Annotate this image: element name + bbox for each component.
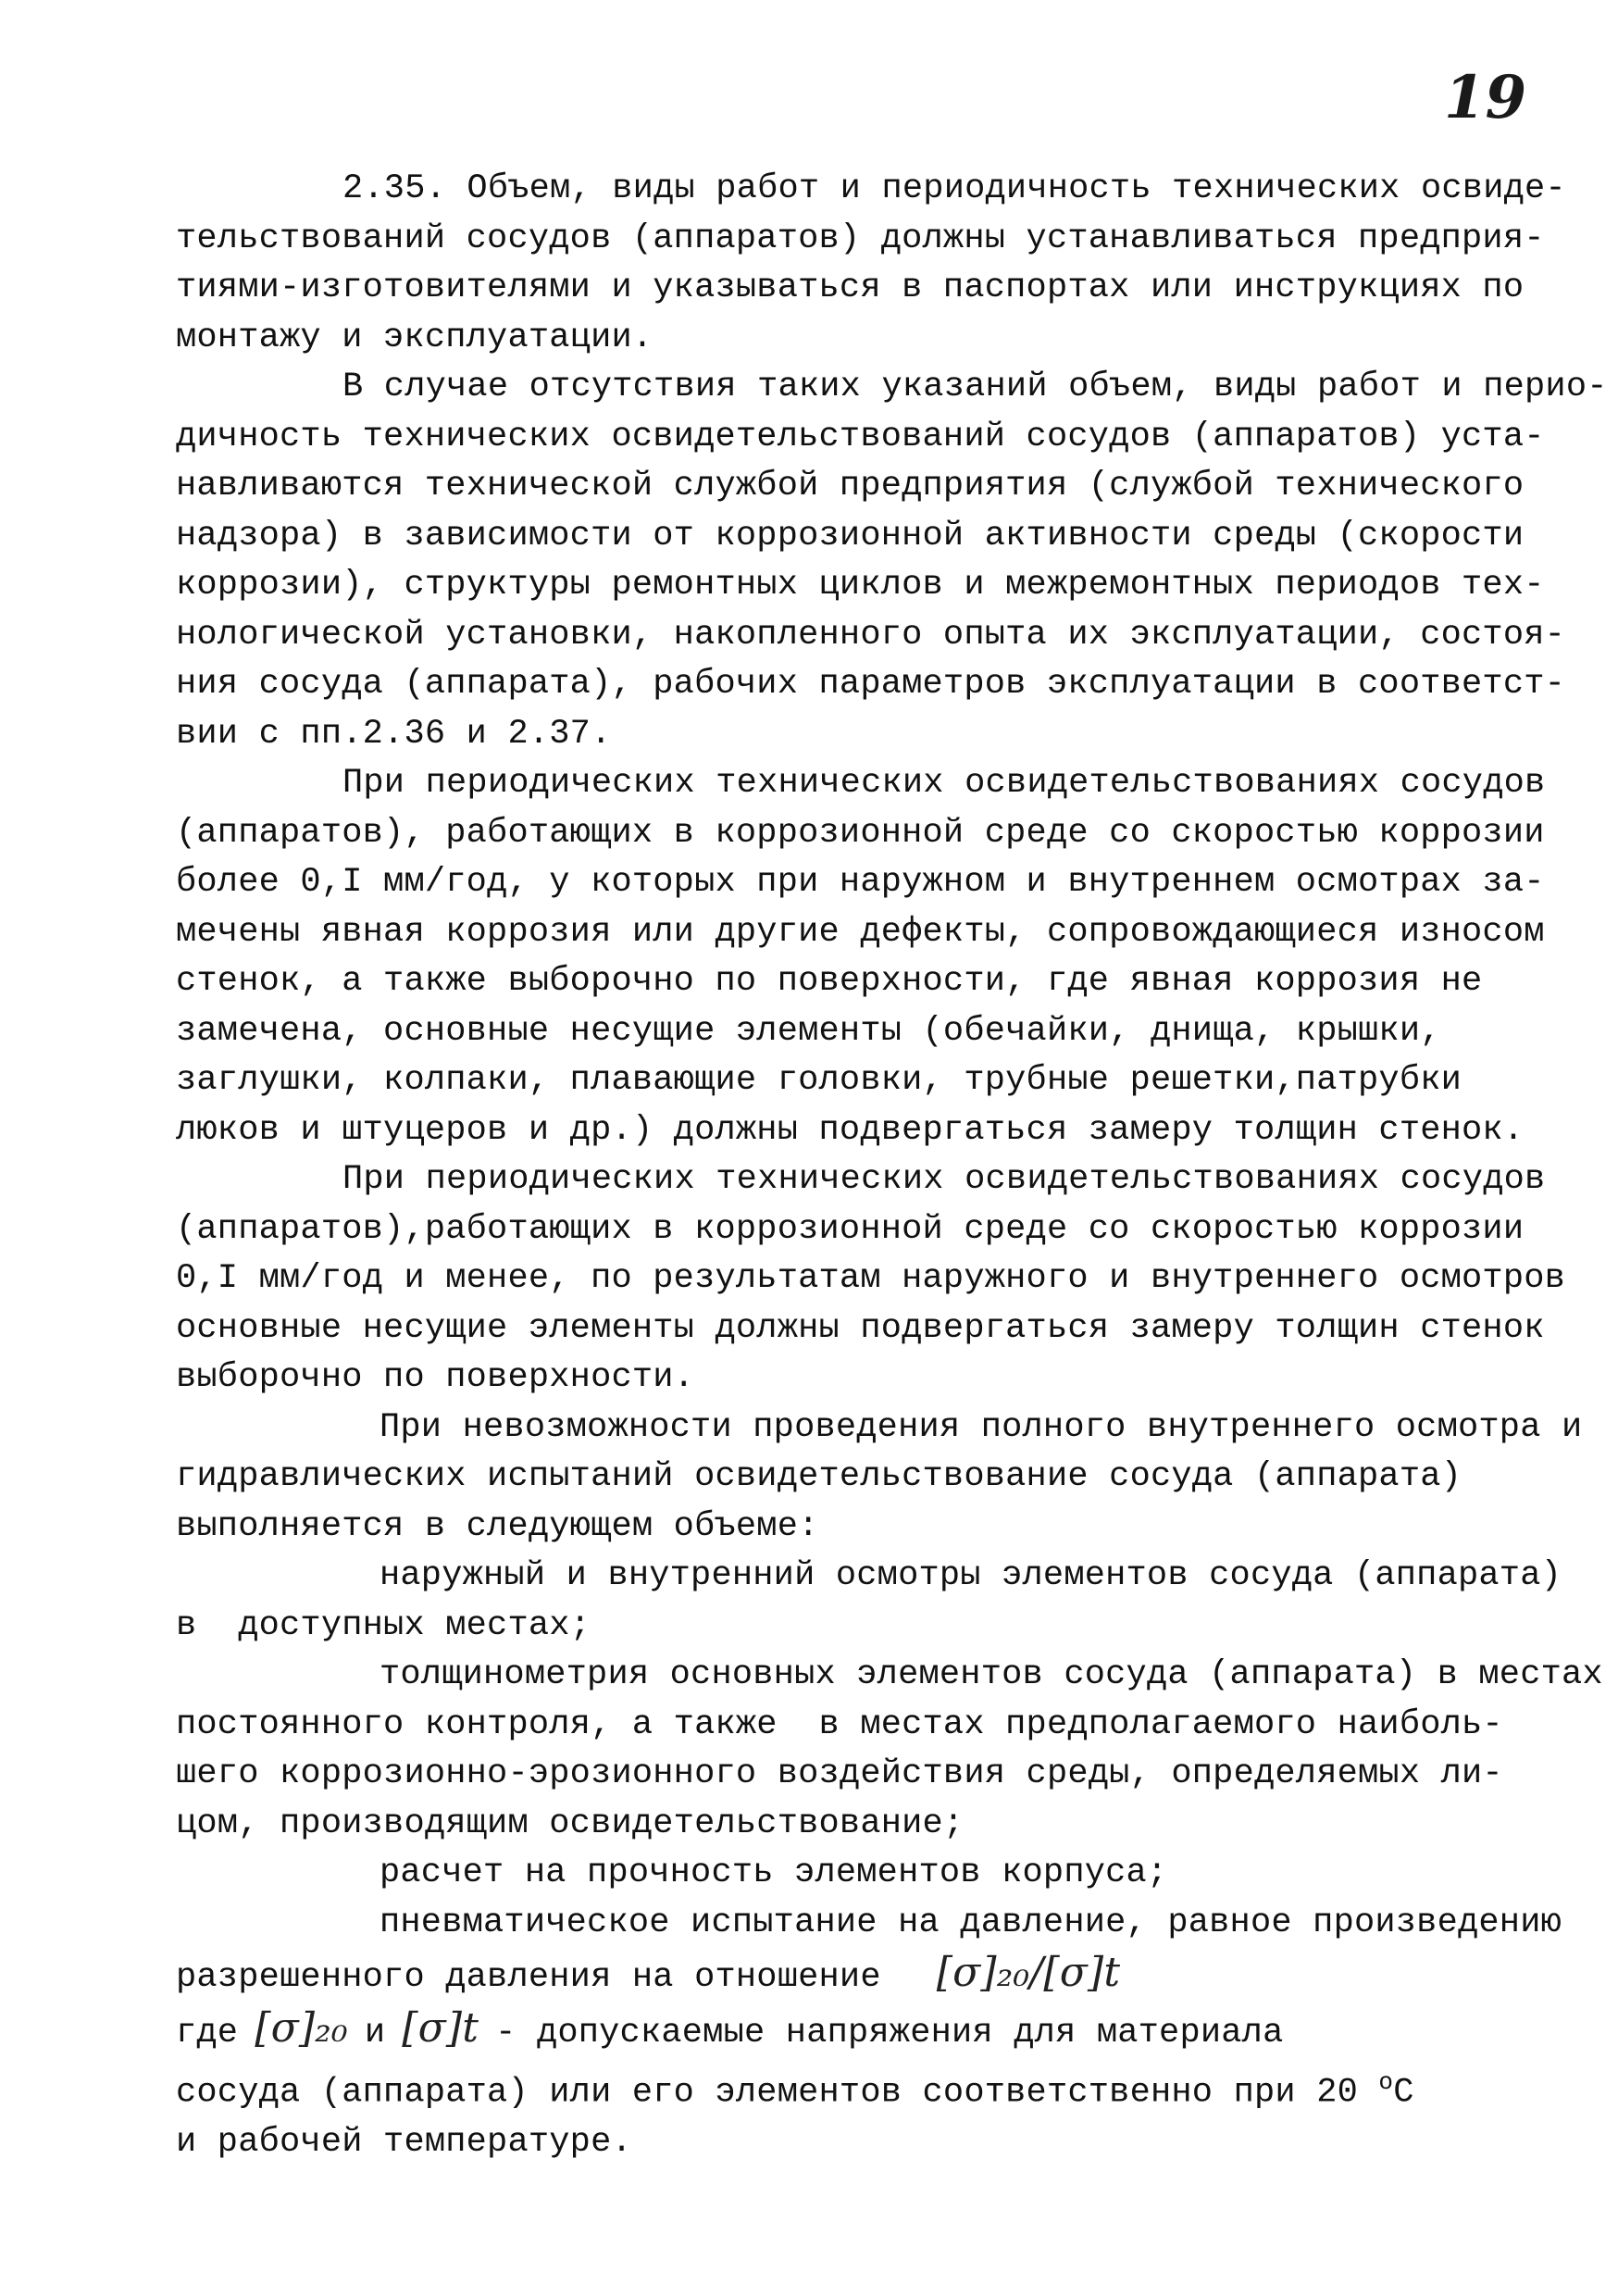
list-item-strength: [176, 1849, 1527, 1899]
text-line: основные несущие элементы должны подвергаться замеру толщин стенок: [176, 1308, 1545, 1348]
text-line: расчет на прочность элементов корпуса;: [380, 1853, 1168, 1892]
list-item-thickness: [176, 1651, 1603, 1849]
text-line: тельствований сосудов (аппаратов) должны устанавливаться предприя-: [176, 218, 1545, 258]
text-line: вии с пп.2.36 и 2.37.: [176, 714, 612, 754]
text-line: выполняется в следующем объеме:: [176, 1506, 819, 1546]
text-line: коррозии), структуры ремонтных циклов и межремонтных периодов тех-: [176, 566, 1545, 605]
degree-unit: С: [1393, 2073, 1414, 2113]
text-line: более 0,I мм/год, у которых при наружном и внутреннем осмотрах за-: [176, 863, 1545, 902]
paragraph-absence-of-instructions: [176, 363, 1608, 759]
text-line: В случае отсутствия таких указаний объем, виды работ и перио-: [342, 368, 1608, 406]
text-line: навливаются технической службой предприятия (службой технического: [176, 467, 1525, 505]
stress-symbol-20: [σ]₂₀: [255, 2003, 348, 2052]
text-line: [176, 1948, 1527, 2003]
text-line: При периодических технических освидетельствованиях сосудов: [342, 1160, 1546, 1199]
text-line: цом, производящим освидетельствование;: [176, 1803, 965, 1843]
text-line: монтажу и эксплуатации.: [176, 318, 653, 357]
where-prefix: где: [176, 2013, 239, 2053]
text-line: [176, 2058, 1527, 2118]
text-line: [176, 2003, 1527, 2059]
list-item-pneumatic: [176, 1899, 1562, 2003]
text-line: пневматическое испытание на давление, равное произведению: [380, 1903, 1562, 1942]
stress-ratio-formula: [σ]₂₀/[σ]t: [936, 1949, 1121, 1996]
document-body: [176, 165, 1608, 2167]
paragraph-2-35: [176, 165, 1566, 363]
degree-sign: o: [1378, 2068, 1394, 2096]
text-line: постоянного контроля, а также в местах предполагаемого наиболь-: [176, 1704, 1503, 1744]
text-line: и рабочей температуре.: [176, 2122, 632, 2162]
text-line: При периодических технических освидетельствованиях сосудов: [342, 764, 1546, 803]
text-line: При невозможности проведения полного внутреннего осмотра и: [380, 1407, 1583, 1447]
text-line: люков и штуцеров и др.) должны подвергаться замеру толщин стенок.: [176, 1110, 1525, 1150]
text-line: мечены явная коррозия или другие дефекты, сопровождающиеся износом: [176, 912, 1545, 952]
paragraph-corrosion-below: [176, 1155, 1566, 1404]
text-line: стенок, а также выборочно по поверхности, где явная коррозия не: [176, 962, 1483, 1001]
list-item-inspections: [176, 1552, 1562, 1651]
text-line: 2.35. Объем, виды работ и периодичность технических освиде-: [342, 169, 1566, 208]
where-tail: - допускаемые напряжения для материала: [495, 2013, 1284, 2053]
text-line: в доступных местах;: [176, 1605, 591, 1645]
text-line: гидравлических испытаний освидетельствование сосуда (аппарата): [176, 1457, 1462, 1496]
text-line: 0,I мм/год и менее, по результатам наружного и внутреннего осмотров: [176, 1259, 1566, 1298]
where-clause: [176, 2003, 1527, 2168]
paragraph-corrosion-above: [176, 759, 1546, 1155]
text-line: выборочно по поверхности.: [176, 1358, 695, 1397]
text-line: (аппаратов),работающих в коррозионной среде со скоростью коррозии: [176, 1209, 1525, 1249]
stress-symbol-t: [σ]t: [402, 2003, 479, 2052]
text-line: тиями-изготовителями и указываться в паспортах или инструкциях по: [176, 268, 1525, 307]
page-number: 19: [1444, 63, 1527, 132]
text-line: толщинометрия основных элементов сосуда (аппарата) в местах: [380, 1655, 1603, 1694]
text-line: шего коррозионно-эрозионного воздействия среды, определяемых ли-: [176, 1754, 1503, 1793]
text-fragment: сосуда (аппарата) или его элементов соответственно при 20: [176, 2073, 1379, 2113]
text-line: дичность технических освидетельствований сосудов (аппаратов) уста-: [176, 417, 1545, 456]
text-line: ния сосуда (аппарата), рабочих параметров эксплуатации в соответст-: [176, 665, 1566, 704]
text-line: надзора) в зависимости от коррозионной активности среды (скорости: [176, 516, 1525, 555]
text-line: заглушки, колпаки, плавающие головки, трубные решетки,патрубки: [176, 1061, 1462, 1100]
text-line: замечена, основные несущие элементы (обечайки, днища, крышки,: [176, 1011, 1441, 1051]
and-word: и: [364, 2013, 386, 2053]
text-fragment: разрешенного давления на отношение: [176, 1958, 881, 1997]
text-line: нологической установки, накопленного опыта их эксплуатации, состоя-: [176, 615, 1566, 655]
paragraph-impossibility: [176, 1404, 1583, 1553]
text-line: наружный и внутренний осмотры элементов сосуда (аппарата): [380, 1556, 1562, 1595]
text-line: (аппаратов), работающих в коррозионной среде со скоростью коррозии: [176, 813, 1545, 853]
